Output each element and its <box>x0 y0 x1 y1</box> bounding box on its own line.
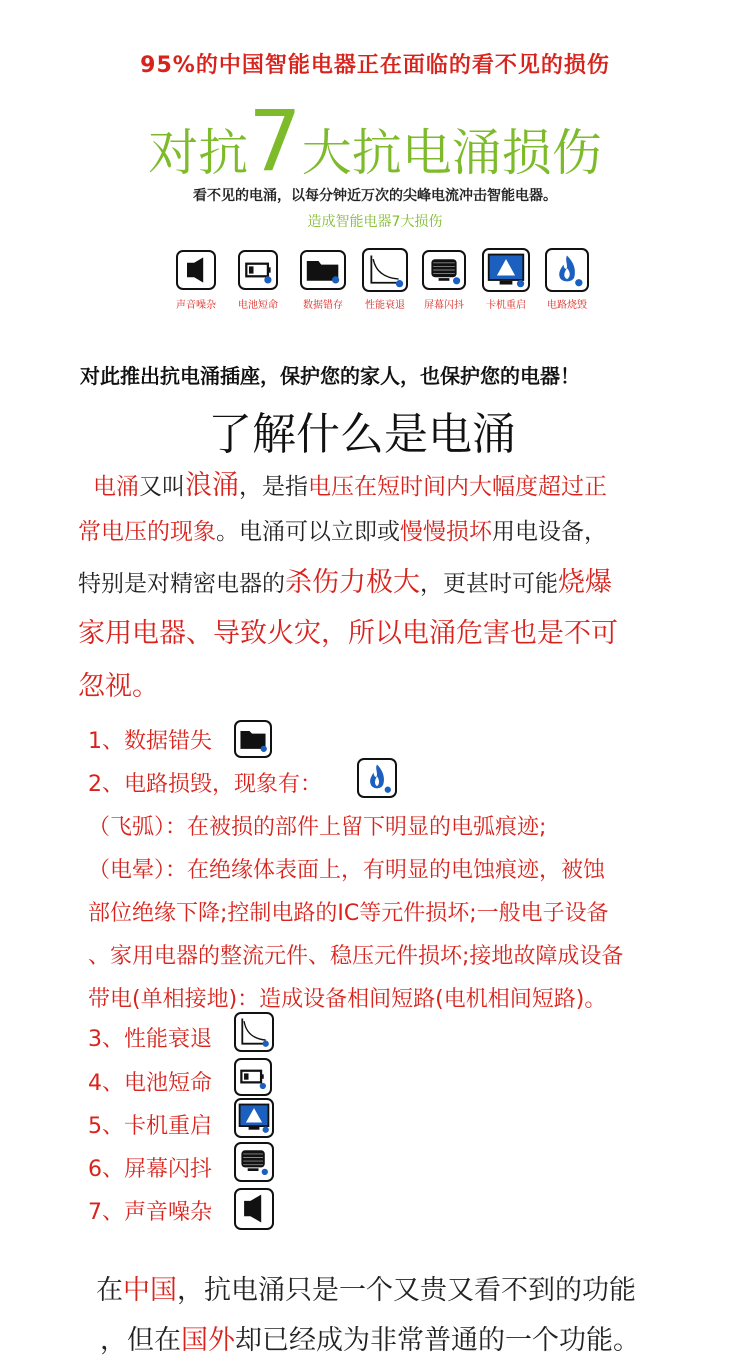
text-span: 烧爆 <box>558 567 612 598</box>
text-span: 电压在短时间内大幅度超过正 <box>308 474 607 500</box>
text-span: 电涌 <box>93 474 139 500</box>
title-suffix: 大抗电涌损伤 <box>301 124 602 182</box>
paragraph-line <box>93 463 607 502</box>
list-item: 2、电路损毁，现象有： <box>88 772 322 797</box>
section-title: 了解什么是电涌 <box>208 409 516 460</box>
damage-label: 电路烧毁 <box>547 300 587 311</box>
list-item: 6、屏幕闪抖 <box>88 1157 212 1182</box>
text-span: 特别是对精密电器的 <box>78 571 285 597</box>
footer-line <box>100 1318 640 1357</box>
text-span: ，更甚时可能 <box>420 571 558 597</box>
text-span: 杀伤力极大 <box>285 567 420 598</box>
warning-headline: 95%的中国智能电器正在面临的看不见的损伤 <box>140 53 610 78</box>
folder-icon <box>300 250 346 290</box>
list-item: 3、性能衰退 <box>88 1027 212 1052</box>
list-item: 、家用电器的整流元件、稳压元件损坏;接地故障成设备 <box>88 944 624 969</box>
battery-icon <box>234 1058 272 1096</box>
subtitle: 看不见的电涌，以每分钟近万次的尖峰电流冲击智能电器。 <box>193 188 557 204</box>
text-span: 浪涌 <box>185 470 239 501</box>
list-item: 5、卡机重启 <box>88 1114 212 1139</box>
list-item: 1、数据错失 <box>88 729 212 754</box>
caption: 造成智能电器7大损伤 <box>307 214 443 230</box>
damage-label: 卡机重启 <box>486 300 526 311</box>
text-span: ，是指 <box>239 474 308 500</box>
fire-icon <box>357 758 397 798</box>
footer-line <box>96 1268 636 1307</box>
text-span: 用电设备， <box>492 519 607 545</box>
battery-icon <box>238 250 278 290</box>
speaker-icon <box>176 250 216 290</box>
warning-screen-icon <box>482 248 530 292</box>
paragraph-line: 忽视。 <box>78 671 159 702</box>
text-span: 中国 <box>123 1275 177 1306</box>
intro-text: 对此推出抗电涌插座，保护您的家人，也保护您的电器！ <box>80 364 580 388</box>
title-prefix: 对抗 <box>148 124 249 182</box>
paragraph-line <box>78 513 607 546</box>
decline-chart-icon <box>362 248 408 292</box>
fire-icon <box>545 248 589 292</box>
text-span: ，抗电涌只是一个又贵又看不到的功能 <box>177 1275 636 1306</box>
list-item: （电晕）：在绝缘体表面上，有明显的电蚀痕迹，被蚀 <box>88 858 606 883</box>
list-item: 带电(单相接地)：造成设备相间短路(电机相间短路)。 <box>88 987 607 1012</box>
text-span: 常电压的现象 <box>78 519 216 545</box>
title-number: 7 <box>248 92 302 190</box>
monitor-icon <box>422 250 466 290</box>
list-item: （飞弧）：在被损的部件上留下明显的电弧痕迹; <box>88 815 547 840</box>
text-span: 慢慢损坏 <box>400 519 492 545</box>
speaker-icon <box>234 1188 274 1230</box>
list-item: 4、电池短命 <box>88 1071 212 1096</box>
damage-label: 声音噪杂 <box>176 300 216 311</box>
monitor-icon <box>234 1142 274 1182</box>
paragraph-line <box>78 560 612 599</box>
list-item: 7、声音噪杂 <box>88 1200 212 1225</box>
folder-icon <box>234 720 272 758</box>
damage-label: 屏幕闪抖 <box>424 300 464 311</box>
text-span: 。电涌可以立即或 <box>216 519 400 545</box>
damage-label: 电池短命 <box>238 300 278 311</box>
damage-label: 数据错存 <box>303 300 343 311</box>
text-span: 却已经成为非常普通的一个功能。 <box>235 1325 640 1356</box>
main-title <box>0 92 750 190</box>
damage-label: 性能衰退 <box>365 300 405 311</box>
text-span: 国外 <box>181 1325 235 1356</box>
paragraph-line: 家用电器、导致火灾，所以电涌危害也是不可 <box>78 618 618 649</box>
list-item: 部位绝缘下降;控制电路的IC等元件损坏;一般电子设备 <box>88 901 609 926</box>
text-span: ，但在 <box>100 1325 181 1356</box>
text-span: 又叫 <box>139 474 185 500</box>
decline-chart-icon <box>234 1012 274 1052</box>
warning-screen-icon <box>234 1098 274 1138</box>
text-span: 在 <box>96 1275 123 1306</box>
